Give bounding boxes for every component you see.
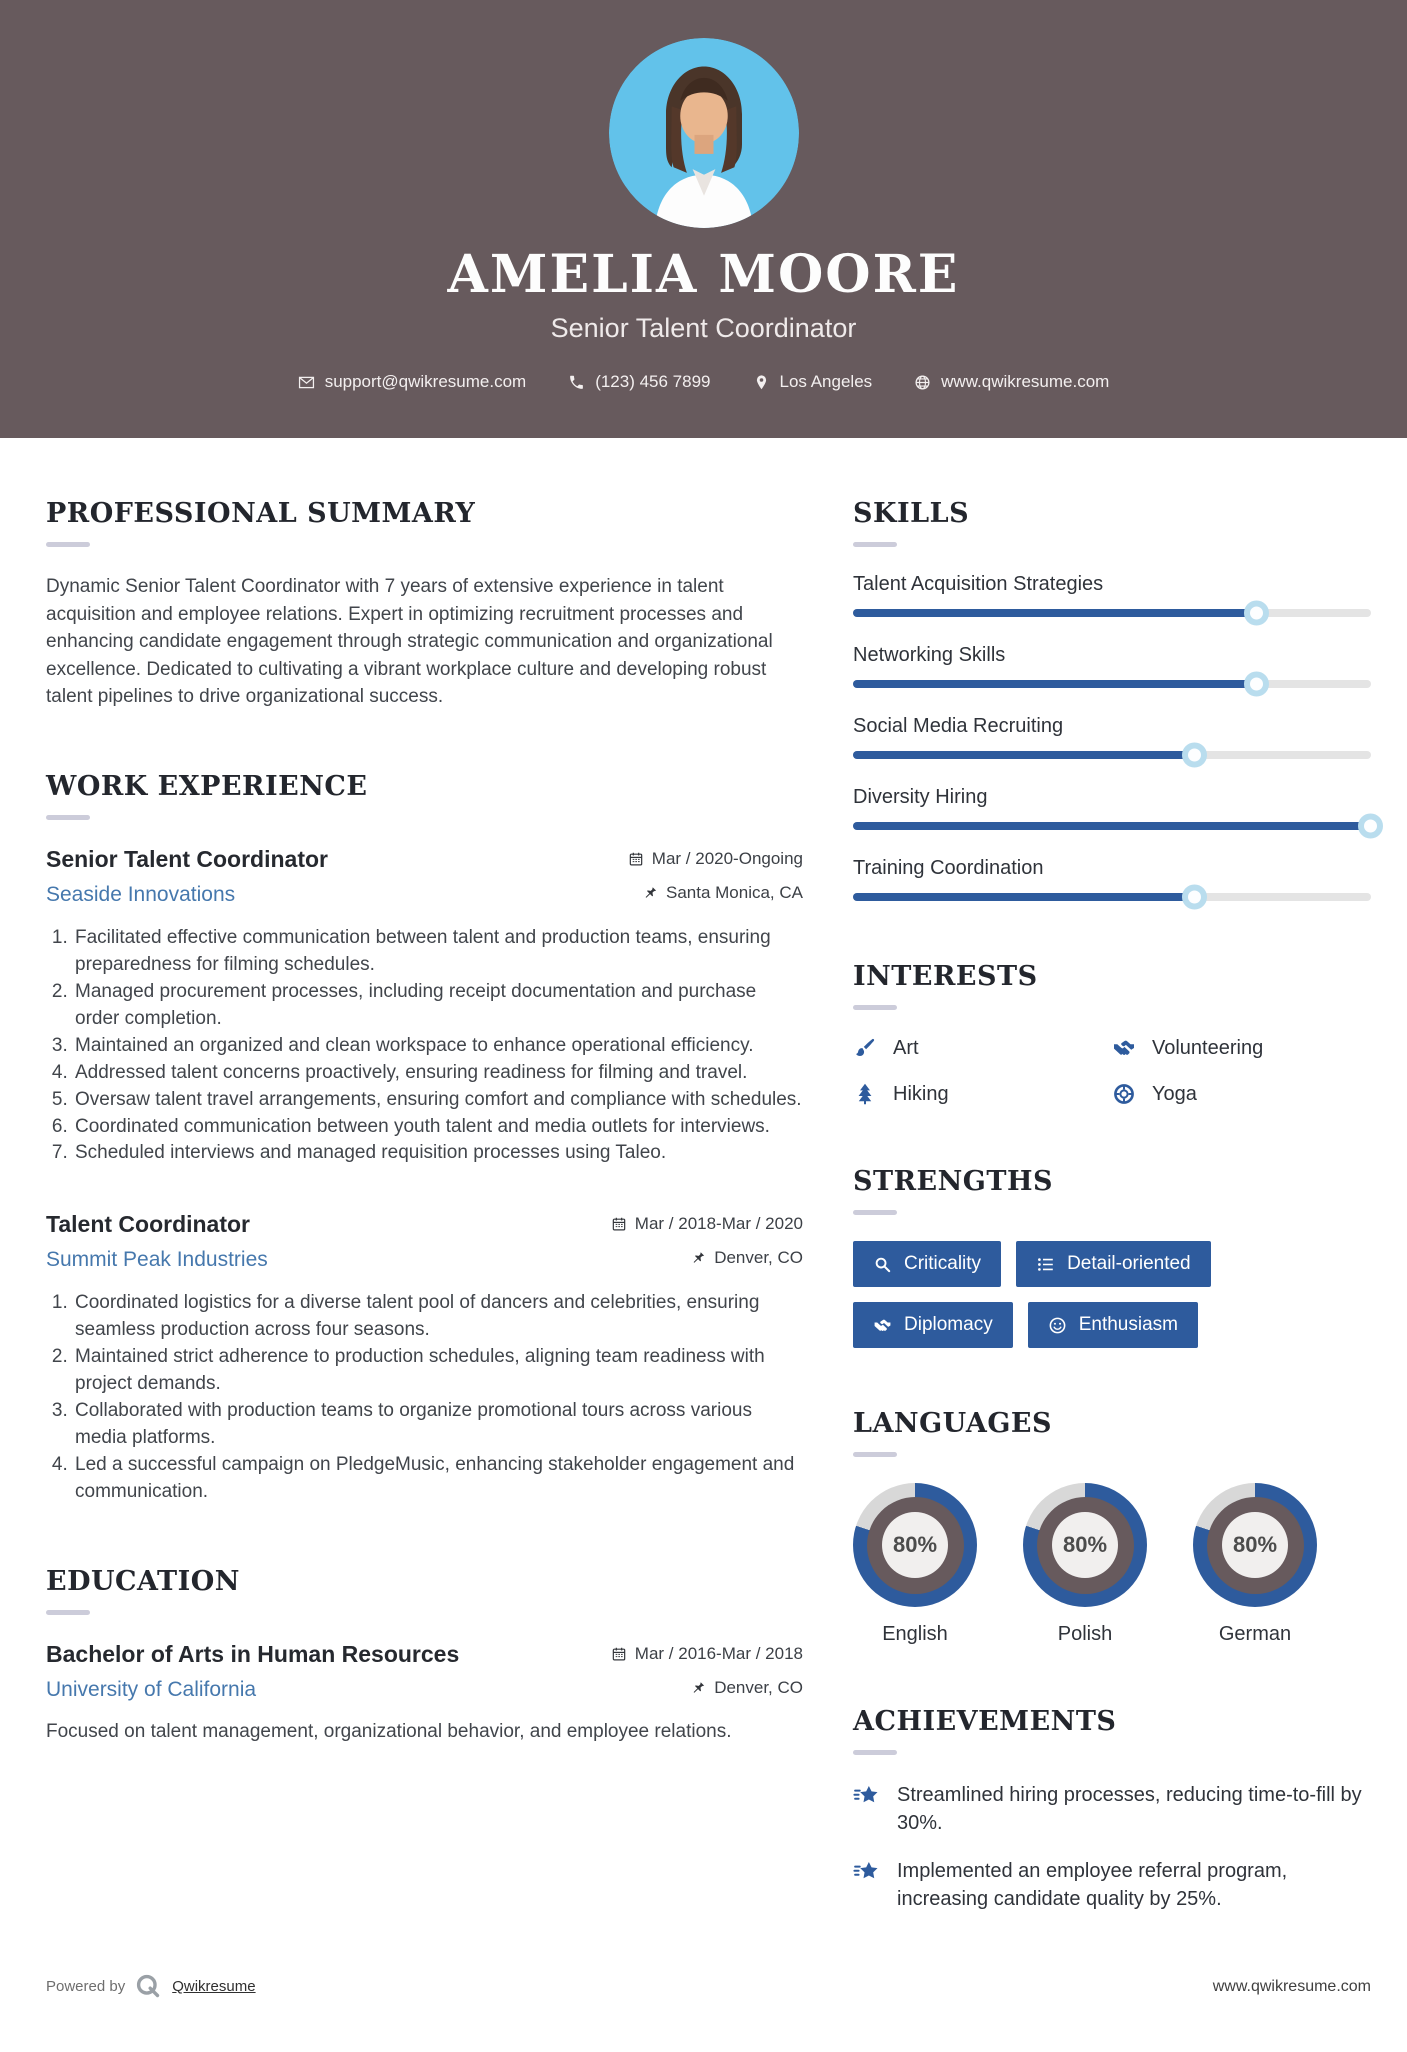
strength-label: Criticality bbox=[904, 1253, 982, 1274]
interest-item bbox=[1112, 1082, 1371, 1106]
heading-underline bbox=[853, 1210, 897, 1215]
job-bullet: 3. Maintained an organized and clean workspace to enhance operational efficiency. bbox=[73, 1033, 803, 1060]
language-label: Polish bbox=[1057, 1623, 1113, 1645]
heading-underline bbox=[46, 815, 90, 820]
skill-slider-fill bbox=[853, 893, 1195, 901]
contact-item bbox=[298, 372, 527, 392]
skill-slider-fill bbox=[853, 609, 1257, 617]
location-pin-icon bbox=[753, 374, 770, 391]
job-dates bbox=[628, 849, 803, 869]
job-bullets bbox=[46, 925, 803, 1168]
strengths-list bbox=[853, 1241, 1371, 1348]
candidate-title: Senior Talent Coordinator bbox=[550, 313, 857, 343]
language-donut-ring bbox=[867, 1497, 964, 1594]
language-percent: 80% bbox=[882, 1512, 948, 1578]
skill-item bbox=[853, 715, 1371, 759]
interest-label: Art bbox=[893, 1036, 919, 1059]
qwikresume-link[interactable]: Qwikresume bbox=[172, 1978, 256, 1995]
contact-text: (123) 456 7899 bbox=[595, 372, 711, 391]
resume-header bbox=[0, 0, 1407, 438]
education-description: Focused on talent management, organizational behavior, and employee relations. bbox=[46, 1721, 732, 1743]
skill-slider-fill bbox=[853, 822, 1371, 830]
strength-badge bbox=[1028, 1302, 1198, 1348]
paintbrush-icon bbox=[853, 1036, 877, 1060]
handshake-icon bbox=[873, 1316, 892, 1335]
powered-by-text: Powered by bbox=[46, 1978, 126, 1995]
skills-heading: SKILLS bbox=[853, 498, 970, 529]
candidate-name: AMELIA MOORE bbox=[447, 244, 960, 305]
job-bullet: 4. Addressed talent concerns proactively, ensuring readiness for filming and travel. bbox=[73, 1060, 803, 1087]
contact-item bbox=[914, 372, 1109, 392]
jobs-list bbox=[46, 846, 803, 1506]
company-link[interactable]: Summit Peak Industries bbox=[46, 1248, 268, 1272]
powered-by bbox=[46, 1973, 256, 2000]
job-title: Senior Talent Coordinator bbox=[46, 845, 328, 872]
education-dates-text: Mar / 2016-Mar / 2018 bbox=[634, 1644, 803, 1664]
languages-heading: LANGUAGES bbox=[853, 1408, 1052, 1439]
globe-icon bbox=[914, 374, 931, 391]
job-bullet: 2. Managed procurement processes, including receipt documentation and purchase order completion. bbox=[73, 979, 803, 1033]
job-bullet: 3. Collaborated with production teams to organize promotional tours across various media platforms. bbox=[73, 1398, 803, 1452]
job-location bbox=[690, 1248, 803, 1268]
smiley-icon bbox=[1048, 1316, 1067, 1335]
strength-badge bbox=[1016, 1241, 1211, 1287]
calendar-icon bbox=[628, 851, 644, 867]
language-donut bbox=[1193, 1483, 1317, 1607]
interests-list bbox=[853, 1036, 1371, 1106]
job-dates-text: Mar / 2020-Ongoing bbox=[651, 848, 803, 868]
footer-website: www.qwikresume.com bbox=[1212, 1977, 1371, 1995]
strength-label: Detail-oriented bbox=[1067, 1253, 1191, 1274]
skill-slider-handle bbox=[1358, 814, 1383, 839]
heading-underline bbox=[46, 1610, 90, 1615]
strengths-heading: STRENGTHS bbox=[853, 1166, 1053, 1197]
interest-label: Volunteering bbox=[1152, 1036, 1264, 1059]
job-title: Talent Coordinator bbox=[46, 1211, 251, 1238]
skill-label: Networking Skills bbox=[853, 644, 1006, 666]
heading-underline bbox=[853, 542, 897, 547]
skill-label: Diversity Hiring bbox=[853, 786, 988, 808]
job-bullet: 6. Coordinated communication between youth talent and media outlets for interviews. bbox=[73, 1114, 803, 1141]
phone-icon bbox=[568, 374, 585, 391]
language-label: English bbox=[882, 1623, 948, 1645]
education-heading: EDUCATION bbox=[46, 1566, 240, 1598]
language-label: German bbox=[1218, 1623, 1292, 1645]
search-icon bbox=[873, 1255, 892, 1274]
language-item bbox=[1023, 1483, 1147, 1646]
job-entry bbox=[46, 1211, 803, 1506]
strength-badge bbox=[853, 1302, 1013, 1348]
job-bullet: 2. Maintained strict adherence to production schedules, aligning team readiness with project demands. bbox=[73, 1344, 803, 1398]
skill-slider-fill bbox=[853, 680, 1257, 688]
contact-text: www.qwikresume.com bbox=[941, 372, 1110, 391]
achievement-item bbox=[853, 1781, 1371, 1837]
language-percent: 80% bbox=[1052, 1512, 1118, 1578]
interest-item bbox=[1112, 1036, 1371, 1060]
skill-slider bbox=[853, 822, 1371, 830]
skill-item bbox=[853, 786, 1371, 830]
heading-underline bbox=[853, 1005, 897, 1010]
contact-item bbox=[753, 372, 873, 392]
interest-label: Yoga bbox=[1152, 1082, 1197, 1105]
work-experience-heading: WORK EXPERIENCE bbox=[46, 770, 368, 802]
skill-slider bbox=[853, 751, 1371, 759]
heading-underline bbox=[853, 1750, 897, 1755]
job-location bbox=[642, 883, 803, 903]
education-location bbox=[690, 1678, 803, 1698]
language-donut-ring bbox=[1207, 1497, 1304, 1594]
skill-item bbox=[853, 573, 1371, 617]
summary-heading: PROFESSIONAL SUMMARY bbox=[46, 498, 476, 529]
language-donut-ring bbox=[1037, 1497, 1134, 1594]
job-bullet: 4. Led a successful campaign on PledgeMusic, enhancing stakeholder engagement and communication. bbox=[73, 1452, 803, 1506]
interest-label: Hiking bbox=[893, 1082, 949, 1105]
job-dates-text: Mar / 2018-Mar / 2020 bbox=[634, 1214, 803, 1234]
skill-slider bbox=[853, 609, 1371, 617]
profile-photo bbox=[609, 38, 799, 228]
skill-slider-handle bbox=[1244, 672, 1269, 697]
calendar-icon bbox=[611, 1216, 627, 1232]
skill-item bbox=[853, 857, 1371, 901]
interests-heading: INTERESTS bbox=[853, 961, 1038, 992]
job-bullet: 5. Oversaw talent travel arrangements, ensuring comfort and compliance with schedules. bbox=[73, 1087, 803, 1114]
handshake-icon bbox=[1112, 1036, 1136, 1060]
skill-label: Training Coordination bbox=[853, 857, 1044, 879]
education-dates bbox=[611, 1644, 803, 1664]
contact-text: Los Angeles bbox=[779, 372, 873, 391]
qwikresume-logo-icon bbox=[135, 1973, 162, 2000]
language-item bbox=[1193, 1483, 1317, 1646]
company-link[interactable]: Seaside Innovations bbox=[46, 882, 236, 906]
pushpin-icon bbox=[642, 885, 658, 901]
achievement-text: Streamlined hiring processes, reducing time-to-fill by 30%. bbox=[897, 1784, 1362, 1834]
achievements-heading: ACHIEVEMENTS bbox=[853, 1706, 1117, 1737]
education-entry bbox=[46, 1641, 803, 1746]
skill-slider bbox=[853, 893, 1371, 901]
skill-slider-fill bbox=[853, 751, 1195, 759]
strength-label: Diplomacy bbox=[904, 1314, 993, 1335]
page-footer bbox=[0, 1973, 1407, 2052]
skill-slider-handle bbox=[1182, 743, 1207, 768]
interest-item bbox=[853, 1082, 1112, 1106]
job-bullets bbox=[46, 1290, 803, 1506]
pushpin-icon bbox=[690, 1680, 706, 1696]
languages-list bbox=[853, 1483, 1371, 1646]
job-dates bbox=[611, 1214, 803, 1234]
heading-underline bbox=[853, 1452, 897, 1457]
job-location-text: Denver, CO bbox=[714, 1248, 803, 1268]
heading-underline bbox=[46, 542, 90, 547]
strength-badge bbox=[853, 1241, 1001, 1287]
interest-item bbox=[853, 1036, 1112, 1060]
pushpin-icon bbox=[690, 1250, 706, 1266]
skill-label: Social Media Recruiting bbox=[853, 715, 1064, 737]
skills-list bbox=[853, 573, 1371, 901]
lifebuoy-icon bbox=[1112, 1082, 1136, 1106]
language-donut bbox=[1023, 1483, 1147, 1607]
achievement-text: Implemented an employee referral program, increasing candidate quality by 25%. bbox=[897, 1860, 1288, 1910]
job-bullet: 1. Facilitated effective communication between talent and production teams, ensuring preparedness for filming schedules. bbox=[73, 925, 803, 979]
degree-title: Bachelor of Arts in Human Resources bbox=[46, 1641, 460, 1668]
job-entry bbox=[46, 846, 803, 1168]
language-percent: 80% bbox=[1222, 1512, 1288, 1578]
job-bullet: 7. Scheduled interviews and managed requisition processes using Taleo. bbox=[73, 1140, 803, 1167]
right-column bbox=[853, 438, 1371, 1933]
achievement-item bbox=[853, 1857, 1371, 1913]
contact-item bbox=[568, 372, 710, 392]
education-location-text: Denver, CO bbox=[714, 1678, 803, 1698]
shooting-star-icon bbox=[853, 1858, 881, 1886]
left-column bbox=[46, 438, 803, 1790]
language-item bbox=[853, 1483, 977, 1646]
list-icon bbox=[1036, 1255, 1055, 1274]
contact-row bbox=[0, 372, 1407, 392]
skill-slider-handle bbox=[1244, 601, 1269, 626]
skill-item bbox=[853, 644, 1371, 688]
summary-text: Dynamic Senior Talent Coordinator with 7 years of extensive experience in talent acquisition and employee relations. Expert in optimizing recruitment processes and enhancing candidate engagement through strategic communication and organizational excellence. Dedicated to cultivating a vibrant workplace culture and developing robust talent pipelines to drive organizational success. bbox=[46, 576, 773, 708]
language-donut bbox=[853, 1483, 977, 1607]
school-link[interactable]: University of California bbox=[46, 1678, 257, 1702]
job-location-text: Santa Monica, CA bbox=[665, 882, 803, 902]
resume-body bbox=[0, 438, 1407, 1933]
achievements-list bbox=[853, 1781, 1371, 1913]
shooting-star-icon bbox=[853, 1782, 881, 1810]
skill-slider-handle bbox=[1182, 885, 1207, 910]
contact-text: support@qwikresume.com bbox=[324, 372, 527, 391]
calendar-icon bbox=[611, 1646, 627, 1662]
skill-slider bbox=[853, 680, 1371, 688]
job-bullet: 1. Coordinated logistics for a diverse talent pool of dancers and celebrities, ensuring seamless production across four seasons. bbox=[73, 1290, 803, 1344]
envelope-icon bbox=[298, 374, 315, 391]
strength-label: Enthusiasm bbox=[1078, 1314, 1178, 1335]
skill-label: Talent Acquisition Strategies bbox=[853, 573, 1104, 595]
pine-tree-icon bbox=[853, 1082, 877, 1106]
